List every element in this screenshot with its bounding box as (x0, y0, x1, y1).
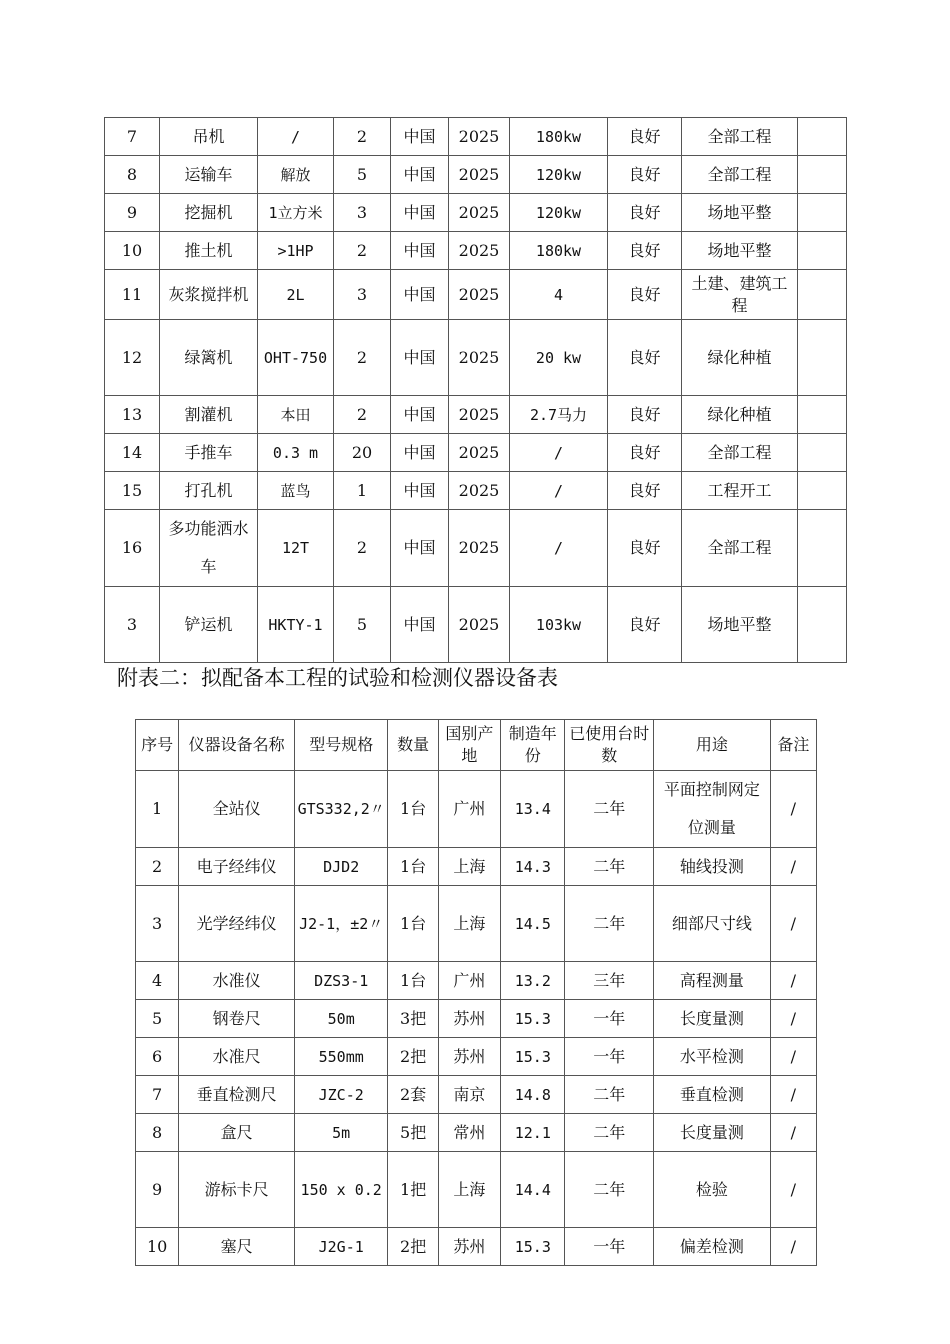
cell-origin: 中国 (391, 320, 449, 396)
cell-origin: 广州 (438, 962, 500, 1000)
column-header: 国别产地 (438, 720, 500, 771)
cell-remark: / (770, 1228, 816, 1266)
cell-qty: 5把 (388, 1114, 438, 1152)
cell-name: 绿篱机 (160, 320, 258, 396)
cell-origin: 苏州 (438, 1228, 500, 1266)
cell-used: 二年 (565, 1076, 654, 1114)
cell-name: 吊机 (160, 118, 258, 156)
cell-name: 水准仪 (179, 962, 295, 1000)
cell-use: 土建、建筑工程 (682, 270, 798, 320)
cell-no: 10 (136, 1228, 179, 1266)
cell-name: 水准尺 (179, 1038, 295, 1076)
column-header: 已使用台时数 (565, 720, 654, 771)
cell-model: J2G-1 (294, 1228, 388, 1266)
cell-qty: 2 (334, 232, 391, 270)
cell-name: 割灌机 (160, 396, 258, 434)
cell-model: JZC-2 (294, 1076, 388, 1114)
cell-no: 6 (136, 1038, 179, 1076)
header-row (136, 720, 817, 771)
table-row (105, 587, 847, 663)
table-row (136, 1076, 817, 1114)
table-row (136, 848, 817, 886)
cell-no: 10 (105, 232, 160, 270)
cell-used: 二年 (565, 886, 654, 962)
instrument-table (135, 719, 817, 1266)
cell-model: 0.3 m (258, 434, 334, 472)
cell-power: 180kw (510, 118, 608, 156)
table-row (136, 1038, 817, 1076)
cell-remark (798, 587, 847, 663)
cell-use: 水平检测 (654, 1038, 771, 1076)
table-row (136, 1114, 817, 1152)
cell-name: 打孔机 (160, 472, 258, 510)
cell-use: 绿化种植 (682, 320, 798, 396)
cell-model: 5m (294, 1114, 388, 1152)
cell-no: 9 (136, 1152, 179, 1228)
cell-model: / (258, 118, 334, 156)
cell-remark: / (770, 1076, 816, 1114)
table-row (105, 270, 847, 320)
cell-remark (798, 156, 847, 194)
cell-use: 偏差检测 (654, 1228, 771, 1266)
cell-model: 1立方米 (258, 194, 334, 232)
table-row (105, 118, 847, 156)
cell-qty: 5 (334, 156, 391, 194)
cell-use: 高程测量 (654, 962, 771, 1000)
cell-qty: 2把 (388, 1038, 438, 1076)
column-header: 仪器设备名称 (179, 720, 295, 771)
cell-qty: 3 (334, 270, 391, 320)
cell-no: 5 (136, 1000, 179, 1038)
cell-name: 垂直检测尺 (179, 1076, 295, 1114)
cell-use: 全部工程 (682, 510, 798, 587)
cell-no: 8 (105, 156, 160, 194)
cell-year: 15.3 (501, 1228, 565, 1266)
cell-model: 150 x 0.2 (294, 1152, 388, 1228)
cell-remark (798, 270, 847, 320)
machinery-table (104, 117, 847, 663)
table-row (105, 396, 847, 434)
table-row (136, 771, 817, 848)
cell-qty: 1台 (388, 848, 438, 886)
table-row (105, 194, 847, 232)
cell-name: 钢卷尺 (179, 1000, 295, 1038)
cell-name: 游标卡尺 (179, 1152, 295, 1228)
cell-remark (798, 194, 847, 232)
table-row (105, 320, 847, 396)
cell-year: 13.4 (501, 771, 565, 848)
cell-qty: 1台 (388, 771, 438, 848)
cell-remark: / (770, 1038, 816, 1076)
cell-no: 15 (105, 472, 160, 510)
cell-no: 8 (136, 1114, 179, 1152)
cell-qty: 2 (334, 510, 391, 587)
cell-year: 2025 (449, 118, 510, 156)
cell-year: 2025 (449, 510, 510, 587)
cell-year: 14.8 (501, 1076, 565, 1114)
cell-no: 12 (105, 320, 160, 396)
cell-model: HKTY-1 (258, 587, 334, 663)
cell-qty: 1把 (388, 1152, 438, 1228)
cell-use: 检验 (654, 1152, 771, 1228)
cell-power: / (510, 510, 608, 587)
column-header: 制造年份 (501, 720, 565, 771)
cell-no: 2 (136, 848, 179, 886)
cell-use: 细部尺寸线 (654, 886, 771, 962)
cell-use: 全部工程 (682, 118, 798, 156)
cell-model: 2L (258, 270, 334, 320)
cell-year: 2025 (449, 232, 510, 270)
cell-remark (798, 472, 847, 510)
cell-model: 蓝鸟 (258, 472, 334, 510)
cell-cond: 良好 (608, 510, 682, 587)
table-row (105, 156, 847, 194)
cell-cond: 良好 (608, 118, 682, 156)
cell-qty: 2把 (388, 1228, 438, 1266)
cell-qty: 20 (334, 434, 391, 472)
cell-use: 绿化种植 (682, 396, 798, 434)
cell-power: / (510, 472, 608, 510)
cell-power: 120kw (510, 194, 608, 232)
cell-name: 多功能洒水车 (160, 510, 258, 587)
table-row (136, 1228, 817, 1266)
cell-use: 场地平整 (682, 587, 798, 663)
cell-year: 14.5 (501, 886, 565, 962)
cell-cond: 良好 (608, 320, 682, 396)
cell-no: 13 (105, 396, 160, 434)
column-header: 用途 (654, 720, 771, 771)
cell-name: 推土机 (160, 232, 258, 270)
cell-origin: 中国 (391, 434, 449, 472)
cell-model: GTS332,2〃 (294, 771, 388, 848)
cell-origin: 中国 (391, 118, 449, 156)
cell-used: 二年 (565, 1152, 654, 1228)
cell-qty: 5 (334, 587, 391, 663)
cell-no: 1 (136, 771, 179, 848)
cell-model: OHT-750 (258, 320, 334, 396)
cell-qty: 2 (334, 396, 391, 434)
cell-year: 2025 (449, 396, 510, 434)
cell-qty: 2 (334, 118, 391, 156)
cell-year: 2025 (449, 587, 510, 663)
cell-remark: / (770, 1000, 816, 1038)
cell-origin: 南京 (438, 1076, 500, 1114)
table-row (105, 434, 847, 472)
table-row (105, 472, 847, 510)
cell-name: 全站仪 (179, 771, 295, 848)
cell-power: 2.7马力 (510, 396, 608, 434)
cell-year: 13.2 (501, 962, 565, 1000)
cell-used: 二年 (565, 848, 654, 886)
cell-power: 120kw (510, 156, 608, 194)
cell-cond: 良好 (608, 587, 682, 663)
cell-year: 2025 (449, 320, 510, 396)
cell-name: 灰浆搅拌机 (160, 270, 258, 320)
cell-use: 轴线投测 (654, 848, 771, 886)
cell-qty: 2套 (388, 1076, 438, 1114)
cell-remark: / (770, 771, 816, 848)
cell-origin: 上海 (438, 848, 500, 886)
table-row (136, 962, 817, 1000)
cell-remark (798, 232, 847, 270)
cell-origin: 常州 (438, 1114, 500, 1152)
cell-no: 4 (136, 962, 179, 1000)
cell-no: 14 (105, 434, 160, 472)
cell-qty: 3 (334, 194, 391, 232)
cell-used: 一年 (565, 1038, 654, 1076)
cell-name: 挖掘机 (160, 194, 258, 232)
cell-use: 全部工程 (682, 434, 798, 472)
cell-remark: / (770, 1152, 816, 1228)
cell-name: 运输车 (160, 156, 258, 194)
cell-model: DJD2 (294, 848, 388, 886)
cell-remark: / (770, 1114, 816, 1152)
cell-origin: 中国 (391, 232, 449, 270)
cell-name: 铲运机 (160, 587, 258, 663)
cell-name: 盒尺 (179, 1114, 295, 1152)
cell-use: 平面控制网定位测量 (654, 771, 771, 848)
table2-heading: 附表二：拟配备本工程的试验和检测仪器设备表 (117, 666, 558, 690)
table-row (136, 1000, 817, 1038)
table-row (105, 232, 847, 270)
cell-origin: 中国 (391, 587, 449, 663)
cell-model: 50m (294, 1000, 388, 1038)
cell-origin: 苏州 (438, 1000, 500, 1038)
cell-power: 4 (510, 270, 608, 320)
cell-model: J2-1，±2〃 (294, 886, 388, 962)
cell-used: 二年 (565, 1114, 654, 1152)
column-header: 数量 (388, 720, 438, 771)
cell-year: 2025 (449, 472, 510, 510)
cell-name: 塞尺 (179, 1228, 295, 1266)
cell-origin: 上海 (438, 886, 500, 962)
cell-no: 7 (105, 118, 160, 156)
cell-used: 二年 (565, 771, 654, 848)
cell-qty: 2 (334, 320, 391, 396)
cell-qty: 1台 (388, 962, 438, 1000)
cell-used: 一年 (565, 1228, 654, 1266)
cell-year: 15.3 (501, 1038, 565, 1076)
cell-remark (798, 510, 847, 587)
cell-year: 2025 (449, 194, 510, 232)
cell-cond: 良好 (608, 270, 682, 320)
cell-model: DZS3-1 (294, 962, 388, 1000)
cell-cond: 良好 (608, 156, 682, 194)
cell-used: 三年 (565, 962, 654, 1000)
column-header: 备注 (770, 720, 816, 771)
cell-year: 12.1 (501, 1114, 565, 1152)
cell-name: 电子经纬仪 (179, 848, 295, 886)
cell-model: >1HP (258, 232, 334, 270)
cell-power: / (510, 434, 608, 472)
cell-remark (798, 396, 847, 434)
cell-remark (798, 320, 847, 396)
cell-use: 场地平整 (682, 232, 798, 270)
cell-name: 光学经纬仪 (179, 886, 295, 962)
cell-remark (798, 118, 847, 156)
cell-no: 11 (105, 270, 160, 320)
cell-model: 550mm (294, 1038, 388, 1076)
cell-remark: / (770, 886, 816, 962)
cell-power: 180kw (510, 232, 608, 270)
cell-origin: 中国 (391, 396, 449, 434)
cell-origin: 苏州 (438, 1038, 500, 1076)
cell-use: 场地平整 (682, 194, 798, 232)
cell-cond: 良好 (608, 194, 682, 232)
cell-year: 14.4 (501, 1152, 565, 1228)
cell-model: 12T (258, 510, 334, 587)
cell-origin: 中国 (391, 472, 449, 510)
cell-use: 长度量测 (654, 1000, 771, 1038)
table-row (105, 510, 847, 587)
cell-year: 15.3 (501, 1000, 565, 1038)
cell-no: 3 (105, 587, 160, 663)
cell-power: 103kw (510, 587, 608, 663)
cell-qty: 1台 (388, 886, 438, 962)
cell-power: 20 kw (510, 320, 608, 396)
cell-cond: 良好 (608, 472, 682, 510)
cell-origin: 中国 (391, 510, 449, 587)
cell-cond: 良好 (608, 434, 682, 472)
cell-use: 垂直检测 (654, 1076, 771, 1114)
cell-no: 3 (136, 886, 179, 962)
cell-use: 长度量测 (654, 1114, 771, 1152)
cell-model: 解放 (258, 156, 334, 194)
cell-year: 2025 (449, 156, 510, 194)
column-header: 型号规格 (294, 720, 388, 771)
cell-year: 2025 (449, 270, 510, 320)
column-header: 序号 (136, 720, 179, 771)
cell-origin: 广州 (438, 771, 500, 848)
cell-origin: 中国 (391, 156, 449, 194)
cell-no: 7 (136, 1076, 179, 1114)
cell-use: 全部工程 (682, 156, 798, 194)
cell-origin: 上海 (438, 1152, 500, 1228)
cell-cond: 良好 (608, 396, 682, 434)
cell-model: 本田 (258, 396, 334, 434)
cell-remark: / (770, 962, 816, 1000)
table-row (136, 886, 817, 962)
cell-name: 手推车 (160, 434, 258, 472)
cell-used: 一年 (565, 1000, 654, 1038)
table-row (136, 1152, 817, 1228)
cell-remark: / (770, 848, 816, 886)
cell-origin: 中国 (391, 270, 449, 320)
cell-remark (798, 434, 847, 472)
cell-no: 16 (105, 510, 160, 587)
cell-use: 工程开工 (682, 472, 798, 510)
cell-no: 9 (105, 194, 160, 232)
cell-year: 14.3 (501, 848, 565, 886)
cell-cond: 良好 (608, 232, 682, 270)
cell-qty: 1 (334, 472, 391, 510)
cell-qty: 3把 (388, 1000, 438, 1038)
cell-year: 2025 (449, 434, 510, 472)
cell-origin: 中国 (391, 194, 449, 232)
